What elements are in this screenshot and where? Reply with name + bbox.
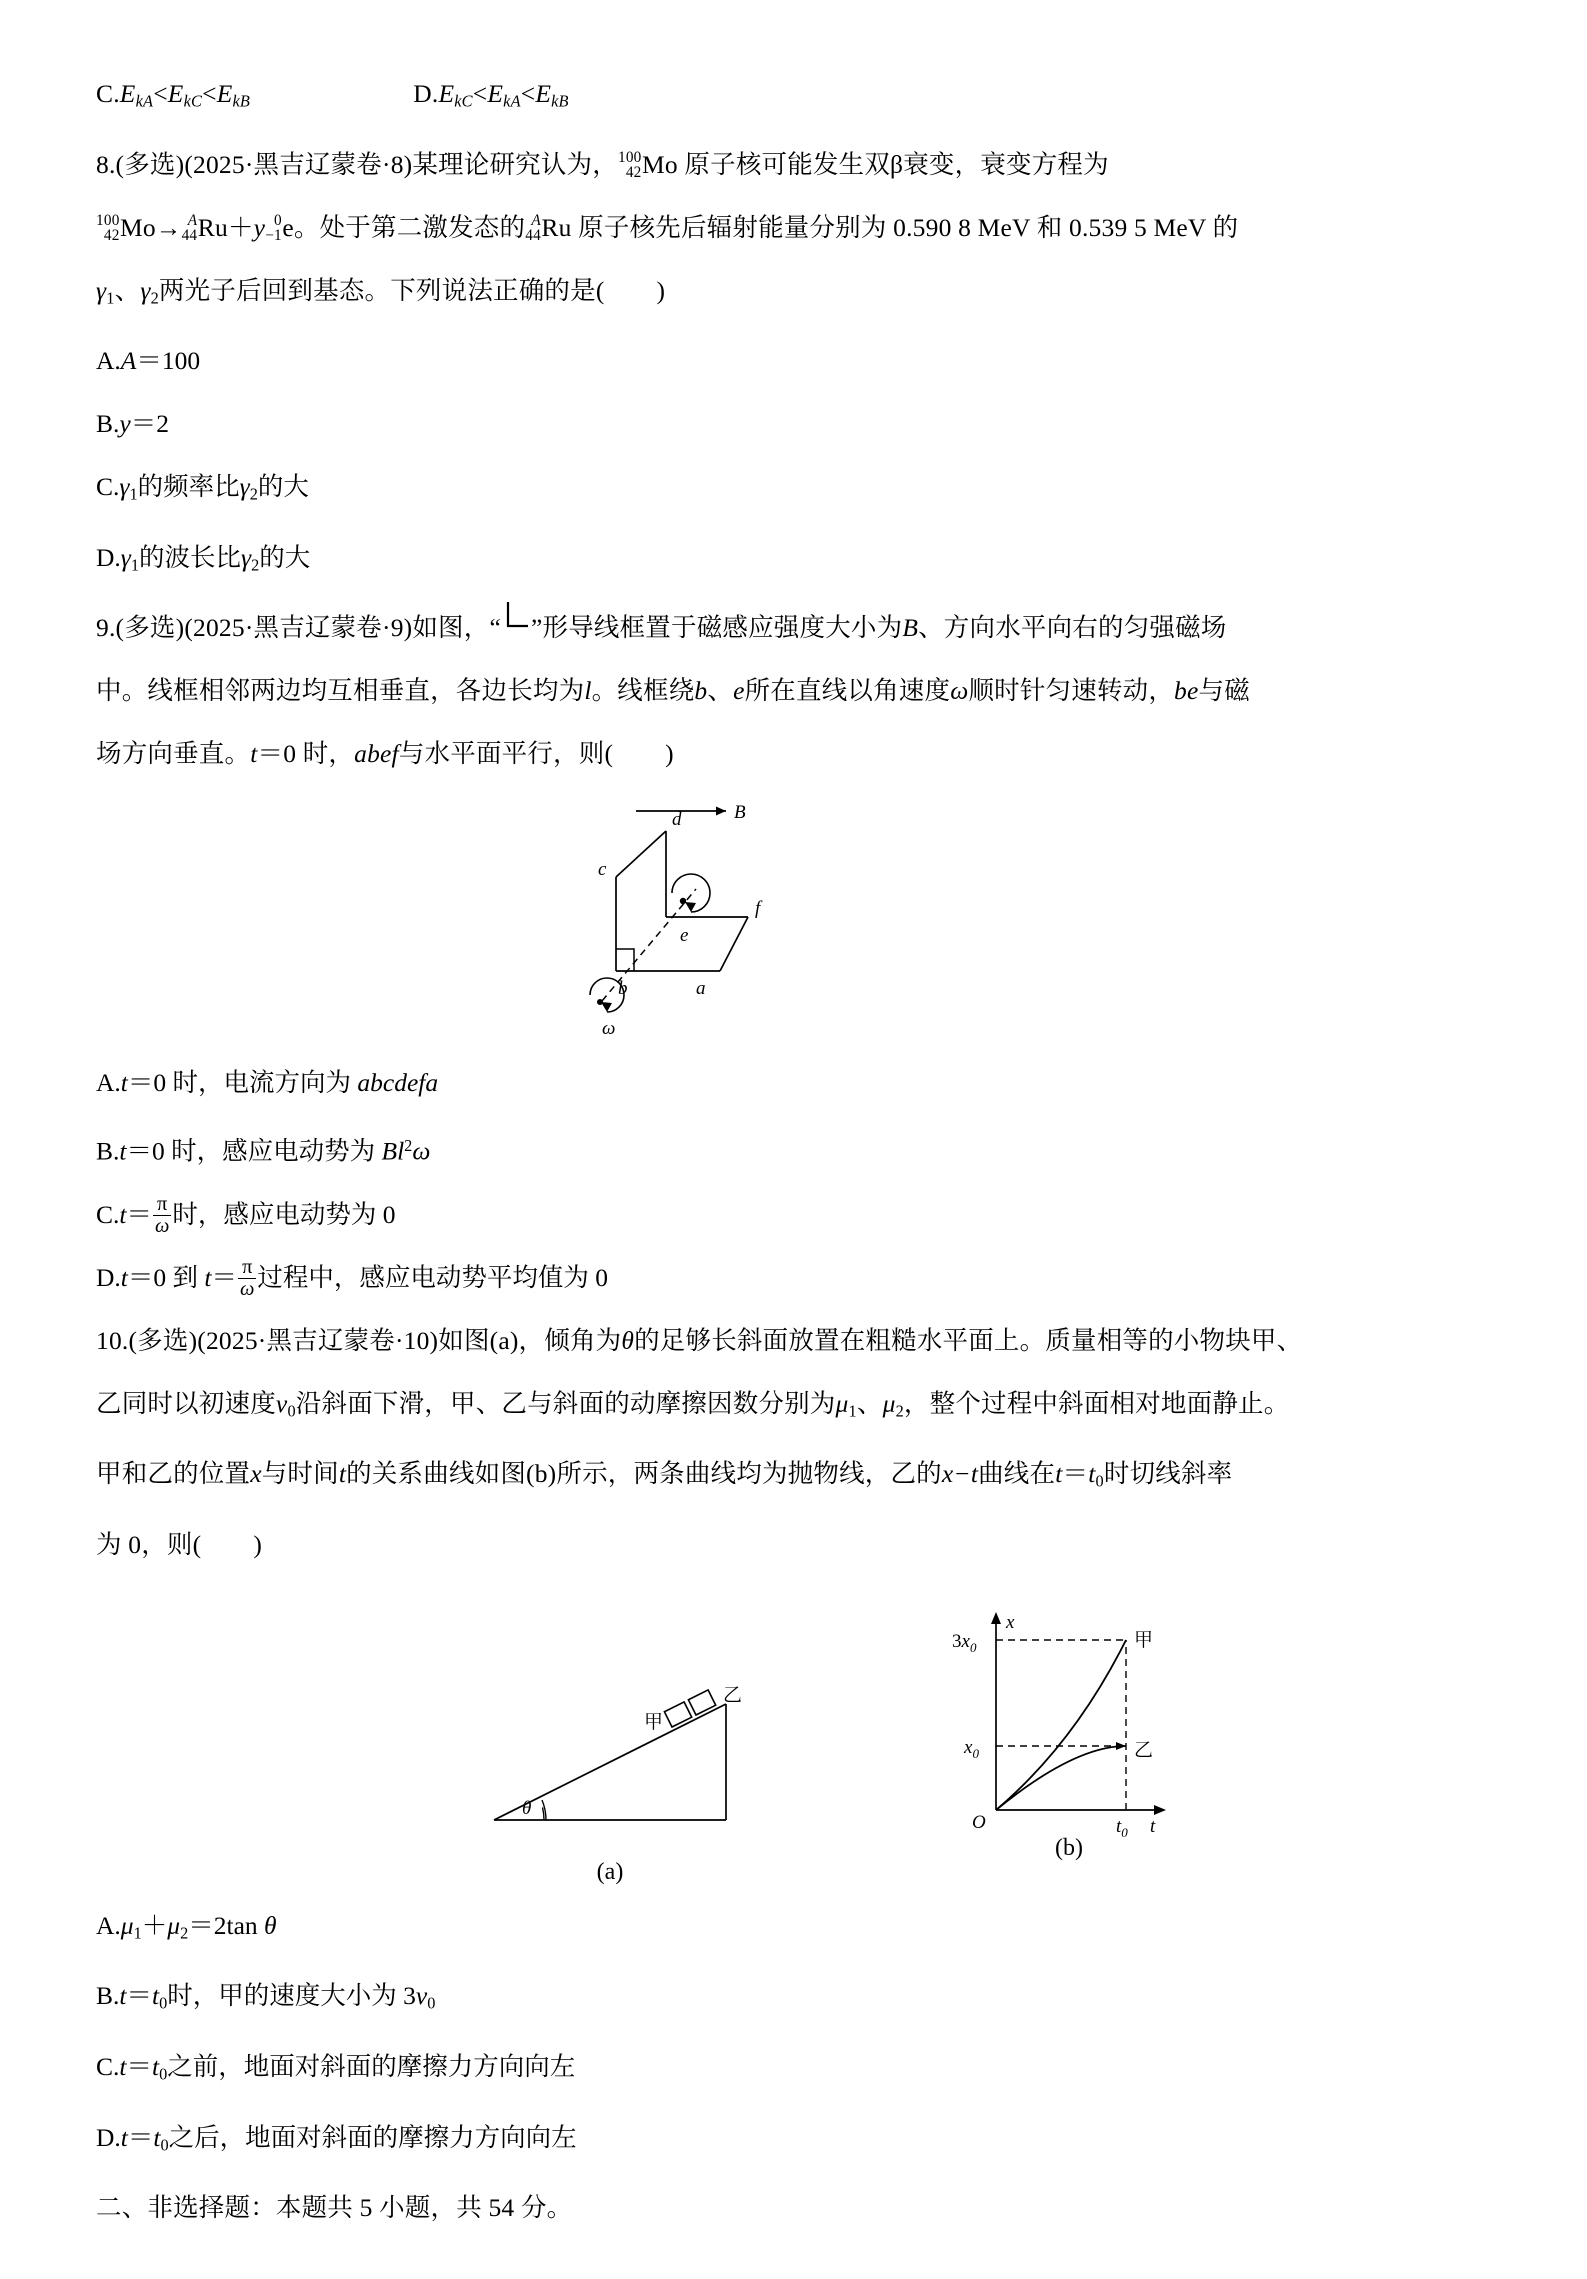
q10-figure-a	[476, 1624, 776, 1886]
label-b: b	[618, 978, 628, 1000]
q10-option-a[interactable]	[96, 1894, 1491, 1965]
q9-stem2b: 。线框绕	[591, 676, 695, 706]
q8-dunhao: 、	[114, 275, 141, 305]
electron-charge-number: −1	[265, 227, 282, 245]
label-jia: 甲	[644, 1711, 664, 1733]
q10-option-b-rest: 时，甲的速度大小为 3	[167, 1981, 416, 2011]
wire-frame-diagram	[588, 789, 888, 1039]
q8-option-b-var: y	[119, 409, 131, 439]
q9-option-d-t1: t	[120, 1262, 128, 1292]
q10-option-a-mu1: μ	[120, 1910, 134, 1940]
q10-option-b-eq: ＝	[126, 1981, 152, 2011]
q9-option-a-text: ＝0 时，电流方向为	[127, 1068, 352, 1098]
q10-time-symbol: t	[338, 1459, 347, 1489]
q10-v-index: 0	[287, 1401, 296, 1421]
q9-stem3b: ＝0 时，	[257, 739, 355, 769]
q10-mu2: μ	[882, 1388, 896, 1418]
q8-option-c-gamma2-index: 2	[249, 484, 258, 504]
q10-option-b-prefix: B.	[96, 1981, 120, 2011]
q10-option-c[interactable]	[96, 2035, 1491, 2106]
q8-option-d-mid: 的波长比	[139, 542, 242, 572]
q9-option-b-B: B	[381, 1136, 398, 1166]
q9-option-c-rest: 时，感应电动势为 0	[172, 1199, 396, 1229]
q10-figures	[96, 1594, 1491, 1894]
q10-stem3b: 与时间	[261, 1459, 339, 1489]
eq-mo-atomic-number: 42	[103, 227, 120, 245]
q8-stem-part5: 两光子后回到基态。下列说法正确的是(	[158, 275, 605, 305]
q9-option-a-prefix: A.	[96, 1068, 121, 1098]
isotope-ru-eq	[182, 196, 228, 259]
q9-option-d-eq1: ＝0 到	[127, 1262, 205, 1292]
q8-option-c-end: 的大	[257, 472, 309, 502]
q10-mu1-index: 1	[848, 1401, 857, 1421]
gamma1-symbol: γ	[96, 275, 107, 305]
label-omega: ω	[602, 1018, 616, 1040]
q8-option-d-gamma2: γ	[241, 542, 252, 572]
eq-mo-symbol: Mo	[120, 212, 156, 242]
q10-option-b-t0: t	[152, 1981, 160, 2011]
curve-label-jia: 甲	[1134, 1629, 1154, 1651]
q10-stem3f: 时切线斜率	[1103, 1459, 1233, 1489]
q9-plane-abef: abef	[354, 739, 399, 769]
axis-label-x: x	[1006, 1611, 1015, 1633]
q7-c-e3: E	[216, 79, 233, 108]
q9-option-c-num: π	[157, 1193, 168, 1216]
q9-side-length: l	[584, 676, 592, 706]
section2-heading: 二、非选择题：本题共 5 小题，共 54 分。	[96, 2193, 573, 2223]
electron-mass-number: 0	[274, 212, 282, 230]
eq-ru-symbol: Ru	[197, 212, 228, 242]
q9-option-a-t: t	[120, 1068, 128, 1098]
q10-option-d-t0-index: 0	[160, 2135, 169, 2155]
q8-source: (2025·黑吉辽蒙卷·8)	[184, 149, 413, 179]
q7-d-e2: E	[487, 79, 504, 108]
tick-t0: $t_0$	[1116, 1815, 1128, 1840]
q10-option-c-t: t	[119, 2051, 127, 2081]
figure-b-caption: (b)	[1055, 1834, 1083, 1861]
q7-c-e2: E	[167, 79, 184, 108]
q9-option-d[interactable]	[96, 1246, 1491, 1309]
q8-option-a[interactable]	[96, 329, 1491, 392]
q10-stem4a: 为 0，则(	[96, 1529, 202, 1559]
x-t-graph	[944, 1594, 1194, 1840]
eq-y-coefficient: y	[253, 212, 266, 242]
q7-option-c	[96, 79, 257, 111]
q9-option-c-den: ω	[155, 1215, 170, 1238]
q10-stem3-t2: t	[1055, 1459, 1063, 1489]
label-origin: O	[972, 1811, 986, 1833]
q10-option-a-eq: ＝2tan	[188, 1910, 265, 1940]
q9-option-b-exponent: 2	[404, 1136, 413, 1156]
gamma2-symbol: γ	[140, 275, 151, 305]
q10-option-d-eq: ＝	[127, 2122, 154, 2152]
q9-option-d-den: ω	[240, 1278, 255, 1301]
q9-stem3c: 与水平面平行，则(	[398, 739, 614, 769]
q8-stem-part2: 原子核可能发生双β衰变，衰变方程为	[684, 149, 1109, 179]
q7-d-s1: kC	[454, 91, 473, 111]
q10-option-b-t: t	[119, 1981, 127, 2011]
q10-paren-close: )	[253, 1529, 263, 1559]
q10-option-c-prefix: C.	[96, 2051, 120, 2081]
q10-stem-line-4	[96, 1513, 1491, 1576]
q8-option-b-prefix: B.	[96, 409, 120, 439]
q10-tag: (多选)	[128, 1325, 198, 1355]
ru2-atomic-number: 44	[525, 227, 541, 245]
q10-source: (2025·黑吉辽蒙卷·10)	[197, 1325, 439, 1355]
label-d: d	[672, 809, 682, 831]
q7-d-lt2: <	[520, 79, 536, 108]
q9-option-b-prefix: B.	[96, 1136, 120, 1166]
label-e: e	[680, 925, 689, 947]
ru2-mass-number: A	[531, 212, 541, 230]
q10-option-c-rest: 之前，地面对斜面的摩擦力方向向左	[167, 2051, 576, 2081]
q9-stem1a: 如图，“	[412, 613, 501, 643]
q9-option-d-prefix: D.	[96, 1262, 121, 1292]
q10-t0-index: 0	[1095, 1471, 1104, 1491]
q10-t0: t	[1088, 1459, 1096, 1489]
q9-option-c-prefix: C.	[96, 1199, 120, 1229]
q10-theta: θ	[621, 1325, 635, 1355]
q10-option-c-eq: ＝	[126, 2051, 152, 2081]
tick-3x0: $3x_0$	[952, 1630, 977, 1655]
q7-d-s3: kB	[551, 91, 569, 111]
q9-paren-close: )	[665, 739, 674, 769]
q9-option-d-num: π	[242, 1256, 253, 1279]
q10-option-b[interactable]	[96, 1964, 1491, 2035]
q9-option-b-t: t	[119, 1136, 127, 1166]
q8-option-c-gamma1: γ	[119, 472, 130, 502]
q7-d-e3: E	[535, 79, 552, 108]
q9-stem2a: 中。线框相邻两边均互相垂直，各边长均为	[96, 676, 585, 706]
l-shape-icon	[501, 626, 531, 636]
q8-option-a-prefix: A.	[96, 346, 121, 376]
q10-option-c-t0-index: 0	[159, 2064, 168, 2084]
mo-mass-number: 100	[617, 149, 642, 167]
tick-x0: $x_0$	[964, 1736, 979, 1761]
q8-option-d-gamma1-index: 1	[130, 555, 140, 575]
q8-tag: (多选)	[115, 149, 185, 179]
q8-stem-line-2	[96, 196, 1491, 259]
q8-number: 8.	[96, 149, 116, 179]
axis-label-t: t	[1150, 1815, 1156, 1837]
q8-paren-close: )	[656, 275, 666, 305]
q8-option-a-var: A	[120, 346, 137, 376]
q10-option-d-prefix: D.	[96, 2122, 121, 2152]
eq-mo-mass-number: 100	[96, 212, 120, 230]
q9-option-a-direction: abcdefa	[357, 1068, 439, 1098]
q10-stem1a: 如图(a)，倾角为	[438, 1325, 622, 1355]
q9-figure	[96, 789, 1491, 1051]
q10-option-a-mu2: μ	[167, 1910, 181, 1940]
q10-option-d-t: t	[120, 2122, 128, 2152]
q7-option-d-prefix: D.	[413, 79, 439, 108]
q7-d-lt1: <	[472, 79, 488, 108]
q10-option-c-t0: t	[152, 2051, 160, 2081]
q9-option-b[interactable]	[96, 1114, 1491, 1182]
q7-c-s2: kC	[183, 91, 203, 111]
q10-stem-line-2	[96, 1372, 1491, 1443]
q9-option-d-t2: t	[204, 1262, 212, 1292]
q10-stem2c: ，整个过程中斜面相对地面静止。	[903, 1388, 1290, 1418]
q9-omega: ω	[950, 676, 969, 706]
q8-option-c-gamma1-index: 1	[129, 484, 138, 504]
q7-c-s1: kA	[135, 91, 154, 111]
q7-option-c-prefix: C.	[96, 79, 120, 108]
gamma1-index: 1	[106, 288, 115, 308]
q9-stem2e: 与磁	[1198, 676, 1250, 706]
label-theta: θ	[522, 1797, 532, 1819]
label-a: a	[696, 978, 706, 1000]
q7-d-e1: E	[438, 79, 455, 108]
mo-symbol: Mo	[642, 149, 678, 179]
isotope-ru-2	[525, 196, 571, 259]
q10-dunhao: 、	[856, 1388, 883, 1418]
q9-stem-line-1	[96, 596, 1491, 659]
q9-dunhao: 、	[707, 676, 734, 706]
q9-option-c-eq: ＝	[126, 1199, 152, 1229]
q10-stem-line-1	[96, 1309, 1491, 1372]
mo-atomic-number: 42	[625, 164, 642, 182]
q10-option-d[interactable]	[96, 2106, 1491, 2177]
q8-stem-part3: 。处于第二激发态的	[293, 212, 526, 242]
q10-mu1: μ	[835, 1388, 849, 1418]
q10-stem3a: 甲和乙的位置	[96, 1459, 251, 1489]
q9-option-d-eq2: ＝	[211, 1262, 238, 1292]
q10-xt-curve: x−t	[941, 1459, 979, 1489]
q10-figure-b	[944, 1594, 1194, 1862]
q8-option-c-gamma2: γ	[239, 472, 250, 502]
q8-option-d-gamma1: γ	[120, 542, 131, 572]
q8-option-d[interactable]	[96, 526, 1491, 597]
q9-stem2d: 顺时针匀速转动，	[968, 676, 1175, 706]
label-c: c	[598, 859, 607, 881]
label-f: f	[755, 898, 761, 920]
label-B: B	[734, 802, 746, 824]
label-yi: 乙	[723, 1684, 743, 1706]
q8-option-c-prefix: C.	[96, 472, 120, 502]
q10-option-d-t0: t	[153, 2122, 161, 2152]
curve-label-yi: 乙	[1134, 1739, 1154, 1761]
q9-stem-line-3	[96, 722, 1491, 785]
q9-option-c[interactable]	[96, 1183, 1491, 1246]
electron-symbol: e	[282, 212, 294, 242]
q9-source: (2025·黑吉辽蒙卷·9)	[184, 613, 413, 643]
q10-option-a-mu2-index: 2	[180, 1923, 189, 1943]
q10-option-d-rest: 之后，地面对斜面的摩擦力方向向左	[168, 2122, 577, 2152]
q9-vertex-e: e	[733, 676, 745, 706]
q8-option-b[interactable]	[96, 392, 1491, 455]
q9-time-symbol: t	[250, 739, 258, 769]
q8-option-a-rest: ＝100	[136, 346, 201, 376]
eq-plus: ＋	[227, 212, 254, 242]
q9-option-a[interactable]	[96, 1051, 1491, 1114]
q9-stem1c: 、方向水平向右的匀强磁场	[918, 613, 1227, 643]
figure-a-caption: (a)	[596, 1858, 624, 1885]
ru2-symbol: Ru	[541, 212, 572, 242]
q10-option-a-plus: ＋	[141, 1910, 168, 1940]
gamma2-index: 2	[150, 288, 159, 308]
q10-mu2-index: 2	[895, 1401, 904, 1421]
q8-stem-part4: 原子核先后辐射能量分别为 0.590 8 MeV 和 0.539 5 MeV 的	[578, 212, 1239, 242]
q9-field-symbol: B	[902, 613, 919, 643]
q9-figure-inner	[588, 789, 888, 1044]
q7-d-s2: kA	[503, 91, 521, 111]
q10-option-b-v-index: 0	[427, 1993, 436, 2013]
q8-stem-part1: 某理论研究认为，	[412, 149, 618, 179]
q10-option-b-t0-index: 0	[159, 1993, 168, 2013]
fraction-pi-omega	[153, 1194, 171, 1237]
q10-stem-line-3	[96, 1442, 1491, 1513]
q10-option-a-mu1-index: 1	[133, 1923, 142, 1943]
isotope-mo	[618, 133, 678, 196]
q8-option-c[interactable]	[96, 455, 1491, 526]
q10-position-symbol: x	[250, 1459, 262, 1489]
q10-stem3d: 曲线在	[978, 1459, 1056, 1489]
q8-stem-line-3	[96, 259, 1491, 330]
curve-yi	[996, 1746, 1126, 1810]
fraction-pi-omega-2	[238, 1257, 256, 1300]
q10-stem1b: 的足够长斜面放置在粗糙水平面上。质量相等的小物块甲、	[634, 1325, 1303, 1355]
q10-option-a-theta: θ	[264, 1910, 277, 1940]
q7-c-lt1: <	[153, 79, 168, 108]
q7-c-e1: E	[119, 79, 136, 108]
q8-stem-line-1	[96, 133, 1491, 196]
curve-jia	[996, 1640, 1126, 1810]
q10-stem3e: ＝	[1062, 1459, 1089, 1489]
isotope-electron	[265, 196, 294, 259]
q10-stem3c: 的关系曲线如图(b)所示，两条曲线均为抛物线，乙的	[346, 1459, 942, 1489]
eq-ru-mass-number: A	[187, 212, 198, 230]
decay-arrow: →	[155, 212, 182, 242]
q9-option-b-l: l	[397, 1136, 405, 1166]
q9-stem2c: 所在直线以角速度	[744, 676, 951, 706]
q10-number: 10.	[96, 1325, 129, 1355]
q9-option-b-text: ＝0 时，感应电动势为	[126, 1136, 376, 1166]
q9-number: 9.	[96, 613, 116, 643]
q10-stem2b: 沿斜面下滑，甲、乙与斜面的动摩擦因数分别为	[295, 1388, 836, 1418]
q10-option-a-prefix: A.	[96, 1910, 121, 1940]
q8-option-d-end: 的大	[259, 542, 311, 572]
q7-option-d	[413, 79, 569, 111]
q8-option-d-prefix: D.	[96, 542, 121, 572]
q10-stem2a: 乙同时以初速度	[96, 1388, 276, 1418]
q7-c-s3: kB	[232, 91, 251, 111]
q10-option-b-v: v	[415, 1981, 428, 2011]
q8-option-c-mid: 的频率比	[137, 472, 240, 502]
q9-option-b-omega: ω	[412, 1136, 431, 1166]
q9-axis-be: be	[1174, 676, 1199, 706]
q9-tag: (多选)	[115, 613, 185, 643]
q9-vertex-b: b	[694, 676, 708, 706]
incline-diagram	[476, 1624, 776, 1854]
q9-option-d-rest: 过程中，感应电动势平均值为 0	[257, 1262, 609, 1292]
q7-c-lt2: <	[202, 79, 217, 108]
q9-stem-line-2	[96, 659, 1491, 722]
q9-stem1b: ”形导线框置于磁感应强度大小为	[530, 613, 903, 643]
q8-option-d-gamma2-index: 2	[251, 555, 260, 575]
q8-option-b-rest: ＝2	[130, 409, 169, 439]
q9-option-c-t: t	[119, 1199, 127, 1229]
isotope-mo-eq	[96, 196, 156, 259]
q7-options-line	[96, 62, 1491, 133]
q10-initial-velocity: v	[275, 1388, 288, 1418]
eq-ru-atomic-number: 44	[181, 227, 198, 245]
q9-stem3a: 场方向垂直。	[96, 739, 251, 769]
